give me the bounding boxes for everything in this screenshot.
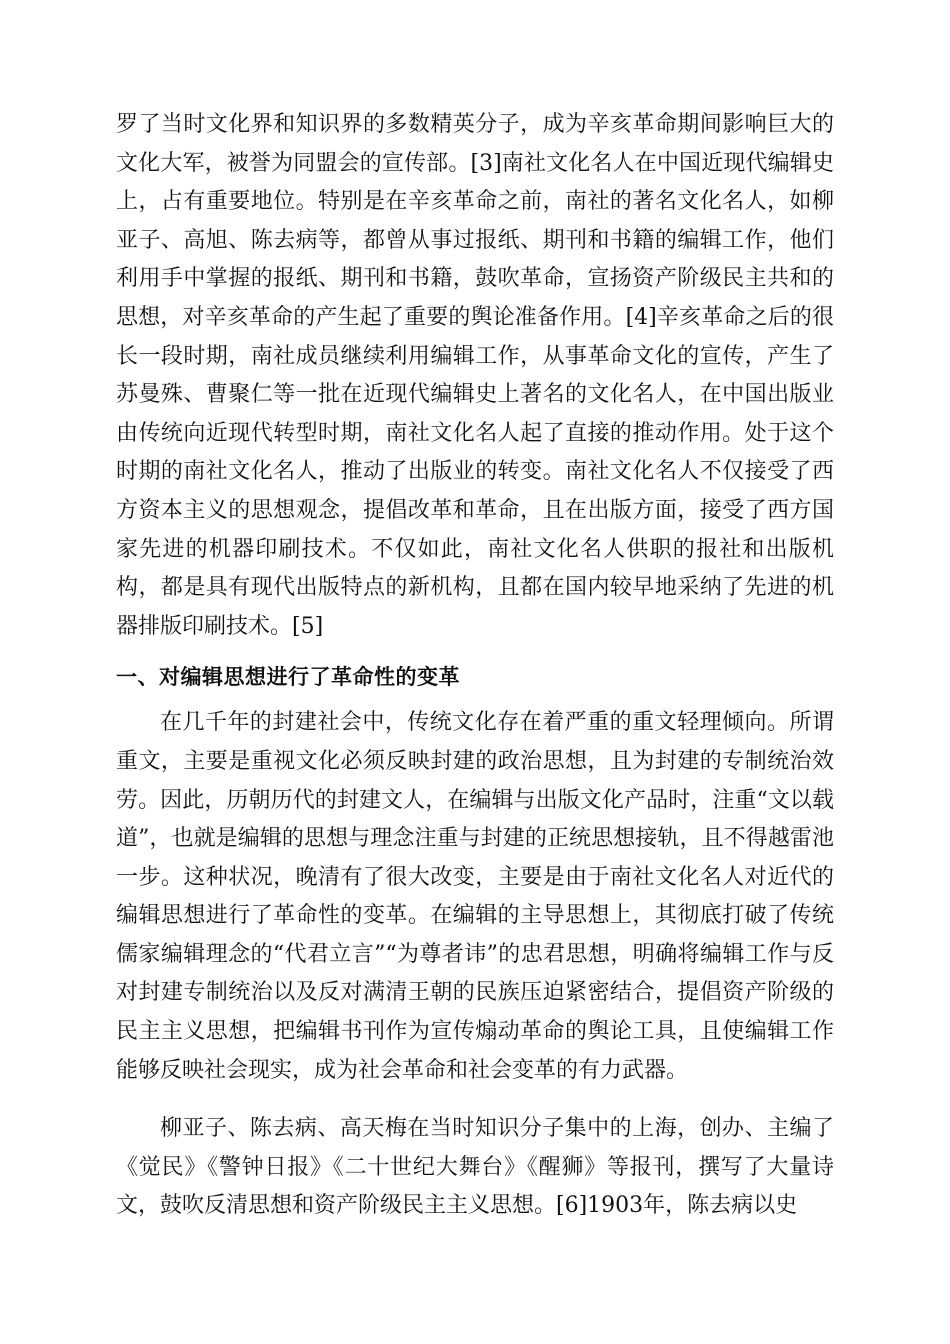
paragraph-spacer (116, 1090, 834, 1110)
document-page (116, 106, 834, 1226)
paragraph-editing-thought: 在几千年的封建社会中，传统文化存在着严重的重文轻理倾向。所谓重文，主要是重视文化必须反映封建的政治思想，且为封建的专制统治效劳。因此，历朝历代的封建文人，在编辑与出版文化产品时，注重“文以载道”，也就是编辑的思想与理念注重与封建的正统思想接轨，且不得越雷池一步。这种状况，晚清有了很大改变，主要是由于南社文化名人对近代的编辑思想进行了革命性的变革。在编辑的主导思想上，其彻底打破了传统儒家编辑理念的“代君立言”“为尊者讳”的忠君思想，明确将编辑工作与反对封建专制统治以及反对满清王朝的民族压迫紧密结合，提倡资产阶级的民主主义思想，把编辑书刊作为宣传煽动革命的舆论工具，且使编辑工作能够反映社会现实，成为社会革命和社会变革的有力武器。 (116, 710, 834, 1083)
section-heading: 一、对编辑思想进行了革命性的变革 (116, 665, 460, 690)
paragraph-continued: 罗了当时文化界和知识界的多数精英分子，成为辛亥革命期间影响巨大的文化大军，被誉为同盟会的宣传部。[3]南社文化名人在中国近现代编辑史上，占有重要地位。特别是在辛亥革命之前，南社的著名文化名人，如柳亚子、高旭、陈去病等，都曾从事过报纸、期刊和书籍的编辑工作，他们利用手中掌握的报纸、期刊和书籍，鼓吹革命，宣扬资产阶级民主共和的思想，对辛亥革命的产生起了重要的舆论准备作用。[4]辛亥革命之后的很长一段时期，南社成员继续利用编辑工作，从事革命文化的宣传，产生了苏曼殊、曹聚仁等一批在近现代编辑史上著名的文化名人，在中国出版业由传统向近现代转型时期，南社文化名人起了直接的推动作用。处于这个时期的南社文化名人，推动了出版业的转变。南社文化名人不仅接受了西方资本主义的思想观念，提倡改革和革命，且在出版方面，接受了西方国家先进的机器印刷技术。不仅如此，南社文化名人供职的报社和出版机构，都是具有现代出版特点的新机构，且都在国内较早地采纳了先进的机器排版印刷技术。[5] (116, 112, 834, 639)
paragraph-liu-yazi: 柳亚子、陈去病、高天梅在当时知识分子集中的上海，创办、主编了《觉民》《警钟日报》《二十世纪大舞台》《醒狮》等报刊，撰写了大量诗文，鼓吹反清思想和资产阶级民主主义思想。[6]1903年，陈去病以史 (116, 1116, 834, 1219)
